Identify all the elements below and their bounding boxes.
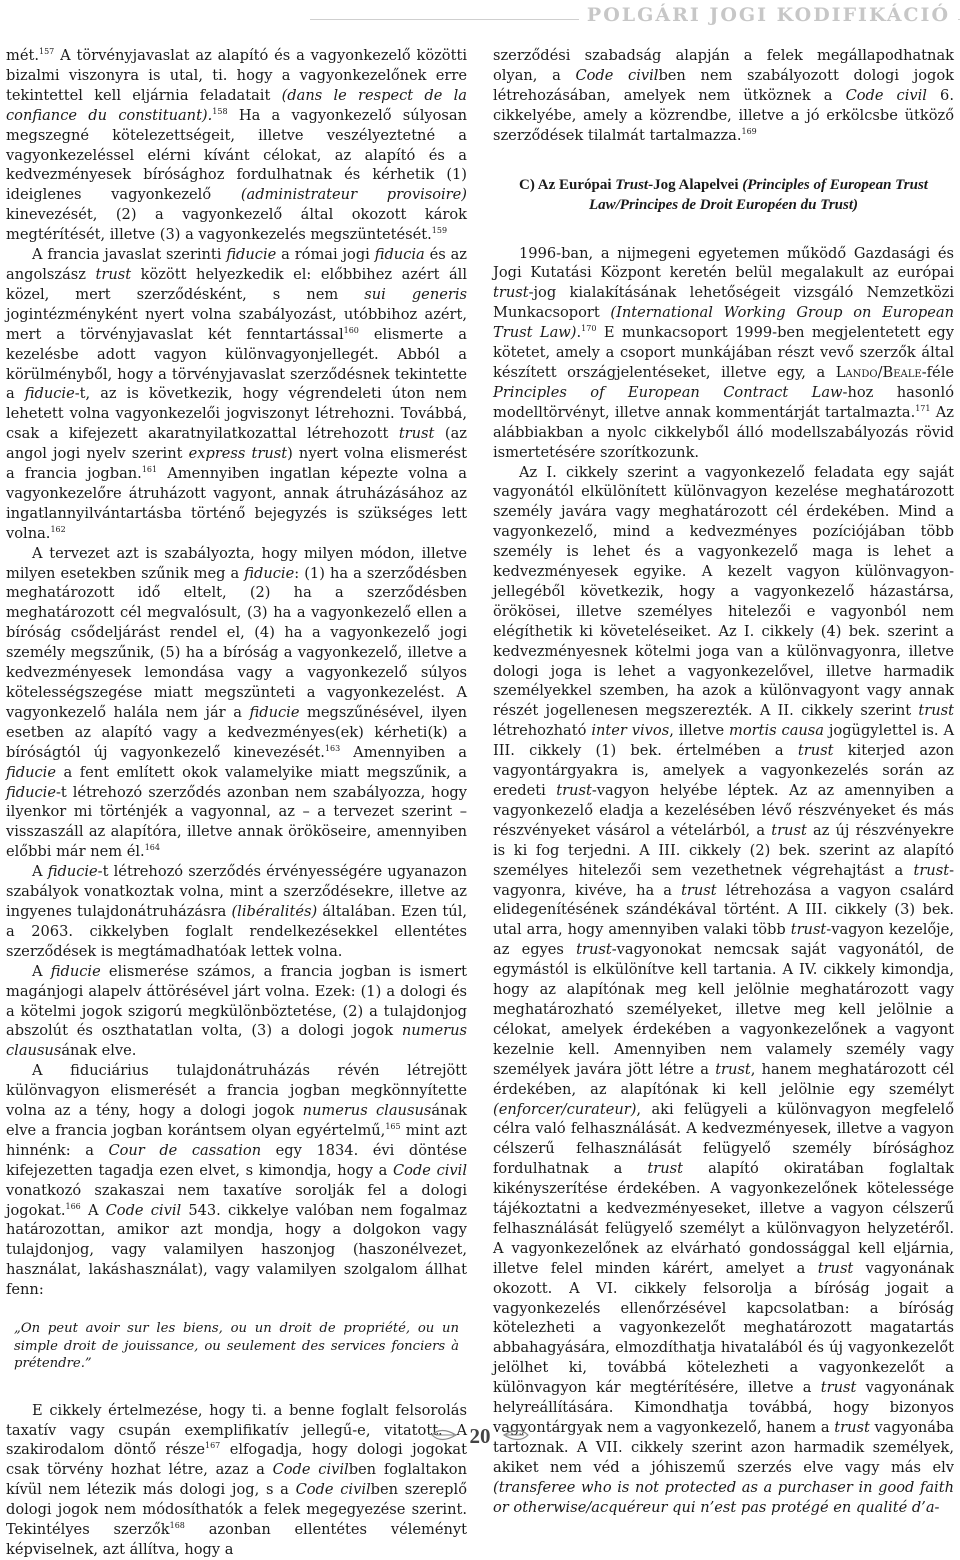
paragraph: 1996-ban, a nijmegeni egyetemen működő Gazdasági és Jogi Kutatási Központ keretén belül megalakult az európai trust-jog kialakításának lehetőségeit vizsgáló Nemzetközi Munkacsoport (International Working Group on European Trust Law).$^{170}$ E munkacsoport 1999-ben megjelentetett egy kötetet, amely a csoport munkájában részt vevő szerzők által készített országjelentéseket, illetve egy, a Lando/Beale-féle Principles of European Contract Law-hoz hasonló modelltörvényt, illetve annak kommentárját tartalmazta.$^{171}$ Az alábbiakban a nyolc cikkelyből álló modellszabályozás rövid ismertetésére szorítkozunk. (493, 244, 955, 461)
section-heading: C) Az Európai Trust-Jog Alapelvei (Principles of European Trust Law/Principes de Droit Européen du Trust) (519, 176, 928, 213)
small-caps-names: Lando/Beale (835, 363, 922, 381)
footnote-ref: 165 (385, 1122, 401, 1132)
page-number: 20 (469, 1424, 491, 1448)
running-header-title: POLGÁRI JOGI KODIFIKÁCIÓ (579, 4, 958, 26)
leaf-ornament-right-icon (502, 1428, 530, 1446)
footnote-ref: 171 (915, 403, 931, 413)
footnote-ref: 158 (212, 106, 228, 116)
paragraph: Az I. cikkely szerint a vagyonkezelő feladata egy saját vagyonától elkülönített különvagyon kezelése meghatározott személy javára vagy meghatározott cél érdekében. Mind a vagyonkezelő, mind a kedvezményes pozíciójában több személy is lehet és a vagyonkezelő maga is lehet a kedvezményesek egyike. A kezelt vagyon különvagyon-jellegéből következik, hogy a vagyonkezelő házastársa, örökösei, illetve személyes hitelezői e vagyonból nem elégíthetik ki követeléseiket. Az I. cikkely (4) bek. szerint a kedvezményesnek kötelmi joga van a különvagyonra, illetve dologi joga is lehet a vagyonkezelővel, illetve harmadik személyekkel szemben, ha azok a különvagyont vagy annak részét jogellenesen megszerezték. A II. cikkely szerint trust létrehozható inter vivos, illetve mortis causa jogügylettel is. A III. cikkely (1) bek. értelmében a trust kiterjed azon vagyontárgyakra is, amelyek a vagyonkezelés során az eredeti trust-vagyon helyébe léptek. Az az amennyiben a vagyonkezelő eladja a kezelésében lévő részvényeket és más részvényeket vásárol a vételárból, a trust az új részvényekre is ki fog terjedni. A III. cikkely (2) bek. szerint az alapító személyes hitelezői sem vezethetnek végrehajtást a trust-vagyonra, kivéve, ha a trust létrehozása a vagyon csalárd elidegenítésének szándékával történt. A III. cikkely (3) bek. utal arra, hogy amennyiben valaki több trust-vagyon kezelője, az egyes trust-vagyonokat nemcsak saját vagyonától, de egymástól is elkülönítve kell tartania. A IV. cikkely kimondja, hogy az alapítónak meg kell jelölnie meghatározott vagy meghatározható személyeket, illetve meg kell jelölnie a célokat, amelyek érdekében a vagyonkezelőnek a vagyont kezelnie kell. Amennyiben nem valamely személy vagy személyek javára jött létre a trust, hanem meghatározott cél érdekében, az alapítónak ki kell jelölnie egy személyt (enforcer/curateur), aki felügyeli a különvagyon megfelelő célra való felhasználását. A kedvezményesek, illetve a vagyon célszerű felhasználását felügyelő személy bírósághoz fordulhatnak a trust alapító okiratában foglaltak kikényszerítése érdekében. A vagyonkezelőnek kötelessége tájékoztatni a kedvezményeseket, illetve a vagyon célszerű felhasználását felügyelő személyt a különvagyon helyzetéről. A vagyonkezelőnek az elvárható gondossággal kell eljárnia, illetve felel minden kárért, amelyet a trust vagyonának okozott. A VI. cikkely felsorolja a bíróság jogait a vagyonkezelés ellenőrzésével kapcsolatban: a bíróság kötelezheti a vagyonkezelőt meghatározott magatartás abbahagyására, elmozdíthatja hivatalából és új vagyonkezelőt jelölhet ki, továbbá kötelezheti a vagyonkezelőt a különvagyon kár megtérítésére, illetve a trust vagyonának helyreállítására. Kimondhatja továbbá, hogy bizonyos vagyontárgyak nem a vagyonkezelő, hanem a trust vagyonába tartoznak. A VII. cikkely szerint azon harmadik személyek, akiket nem véd a jóhiszemű szerzés elve vagy más elv (transferee who is not protected as a purchaser in good faith or otherwise/acquéreur qui n’est pas protégé en qualité d’a- (493, 463, 955, 1516)
footnote-ref: 166 (65, 1201, 81, 1211)
paragraph: A fiducie-t létrehozó szerződés érvényességére ugyanazon szabályok vonatkoztak volna, mint a szerződésekre, illetve az ingyenes tulajdonátruházásra (libéralités) általában. Ezen túl, a 2063. cikkelyben foglalt rendelkezésekkel ellentétes szerződések is megtámadhatóak lettek volna. (6, 863, 468, 960)
footnote-ref: 164 (144, 843, 160, 853)
paragraph: A tervezet azt is szabályozta, hogy milyen módon, illetve milyen esetekben szűnik meg a fiducie: (1) ha a szerződésben meghatározott idő eltelt, (2) ha a szerződésben meghatározott cél megvalósult, (3) ha a vagyonkezelő ellen a bíróság csődeljárást rendel el, (4) ha a vagyonkezelő jogi személy megszűnik, (5) ha a bíróság a vagyonkezelő, illetve a kedvezményesek lemondása vagy a vagyonkezelő súlyos kötelességszegése miatt megszünteti a vagyonkezelést. A vagyonkezelő halála nem jár a fiducie megszűnésével, ilyen esetben az alapító vagy a kedvezményes(ek) kérheti(k) a bíróságtól új vagyonkezelő kinevezését.$^{163}$ Amennyiben a fiducie a fent említett okok valamelyike miatt megszűnik, a fiducie-t létrehozó szerződés azonban nem szabályozza, hogy ilyenkor mi történjék a vagyonnal, az – a tervezet szerint – visszaszáll az alapítóra, illetve annak örököseire, amennyiben előbbi már nem él.$^{164}$ (6, 544, 467, 861)
block-quote: „On peut avoir sur les biens, ou un droit de propriété, ou un simple droit de jouissance, ou seulement des services fonciers à prétendre.” (14, 1321, 459, 1372)
paragraph: A fiducie elismerése számos, a francia jogban is ismert magánjogi alapelv áttörésével járt volna. Ezek: (1) a dologi és a kötelmi jogok szigorú megkülönböztetése, (2) a tulajdonjog abszolút és oszthatatlan volta, (3) a dologi jogok numerus claususának elve. (6, 962, 467, 1060)
footnote-ref: 157 (38, 47, 55, 57)
footnote-ref: 159 (431, 226, 448, 236)
footnote-ref: 168 (169, 1521, 185, 1531)
right-column (493, 46, 954, 1518)
paragraph: szerződési szabadság alapján a felek megállapodhatnak olyan, a Code civilben nem szabályozott dologi jogok létrehozásában, amelyek nem ütköznek a Code civil 6. cikkelyébe, amely a közrendbe, illetve a jó erkölcsbe ütköző szerződések tilalmát tartalmazza.$^{169}$ (493, 47, 954, 144)
footnote-ref: 170 (581, 324, 597, 334)
footnote-ref: 163 (324, 743, 341, 753)
footnote-ref: 161 (141, 465, 158, 475)
footnote-ref: 169 (741, 126, 757, 136)
footnote-ref: 162 (50, 524, 66, 534)
paragraph: E cikkely értelmezése, hogy ti. a benne foglalt felsorolás taxatív vagy csupán exemplifikatív jellegű-e, vitatott. A szakirodalom döntő része$^{167}$ elfogadja, hogy dologi jogokat csak törvény hozhat létre, azaz a Code civilben foglaltakon kívül nem létezik más dologi jog, s a Code civilben szereplő dologi jogok nem módosíthatók a felek megegyezése szerint. Tekintélyes szerzők$^{168}$ azonban ellentétes véleményt képviselnek, azt állítva, hogy a (6, 1401, 467, 1558)
page-footer (0, 1424, 960, 1450)
footnote-ref: 167 (204, 1441, 221, 1451)
leaf-ornament-left-icon (430, 1428, 458, 1446)
left-column (6, 46, 467, 1560)
paragraph: A francia javaslat szerinti fiducie a római jogi fiducia és az angolszász trust között helyezkedik el: előbbihez azért áll közel, mert szerződésként, s nem sui generis jogintézményként nyert volna szabályozást, utóbbihoz azért, mert a törvényjavaslat két fenntartással$^{160}$ elismerte a kezelésbe adott vagyon különvagyonjellegét. Abból a körülményből, hogy a törvényjavaslat szerződésnek tekintette a fiducie-t, az is következik, hogy végrendeleti úton nem lehetett volna vagyonkezelői jogviszonyt létrehozni. Továbbá, csak a kifejezett akaratnyilatkozattal létrehozott trust (az angol jogi nyelv szerint express trust) nyert volna elismerést a francia jogban.$^{161}$ Amennyiben ingatlan képezte volna a vagyonkezelőre átruházott vagyont, annak átruházásához az ingatlannyilvántartásba történő bejegyzés is szükséges lett volna.$^{162}$ (6, 246, 468, 542)
paragraph: mét.$^{157}$ A törvényjavaslat az alapító és a vagyonkezelő közötti bizalmi viszonyra is utal, ti. hogy a vagyonkezelőnek erre tekintettel kell eljárnia feladatait (dans le respect de la confiance du constituant).$^{158}$ Ha a vagyonkezelő súlyosan megszegné kötelezettségeit, illetve veszélyeztetné a vagyonkezeléssel elérni kívánt célokat, az alapító és a kedvezményesek bírósághoz fordulhatnak és kérhetik (1) ideiglenes vagyonkezelő (administrateur provisoire) kinevezését, (2) a vagyonkezelő által okozott károk megtérítését, illetve (3) a vagyonkezelés megszüntetését.$^{159}$ (6, 47, 467, 244)
running-header (0, 4, 960, 32)
paragraph: A fiduciárius tulajdonátruházás révén létrejött különvagyon elismerését a francia jogban megkönnyítette volna az a tény, hogy a dologi jogok numerus claususának elve a francia jogban korántsem olyan egyértelmű,$^{165}$ mint azt hinnénk: a Cour de cassation egy 1834. évi döntése kifejezetten tagadja ezen elvet, s kimondja, hogy a Code civil vonatkozó szakaszai nem taxatíve sorolják fel a dologi jogokat.$^{166}$ A Code civil 543. cikkelye valóban nem fogalmaz határozottan, amikor azt mondja, hogy a dolgokon vagy tulajdonjog, vagy valamilyen haszonjog (haszonélvezet, használat, lakáshasználat), vagy valamilyen szolgalom állhat fenn: (6, 1062, 468, 1299)
footnote-ref: 160 (343, 325, 359, 335)
